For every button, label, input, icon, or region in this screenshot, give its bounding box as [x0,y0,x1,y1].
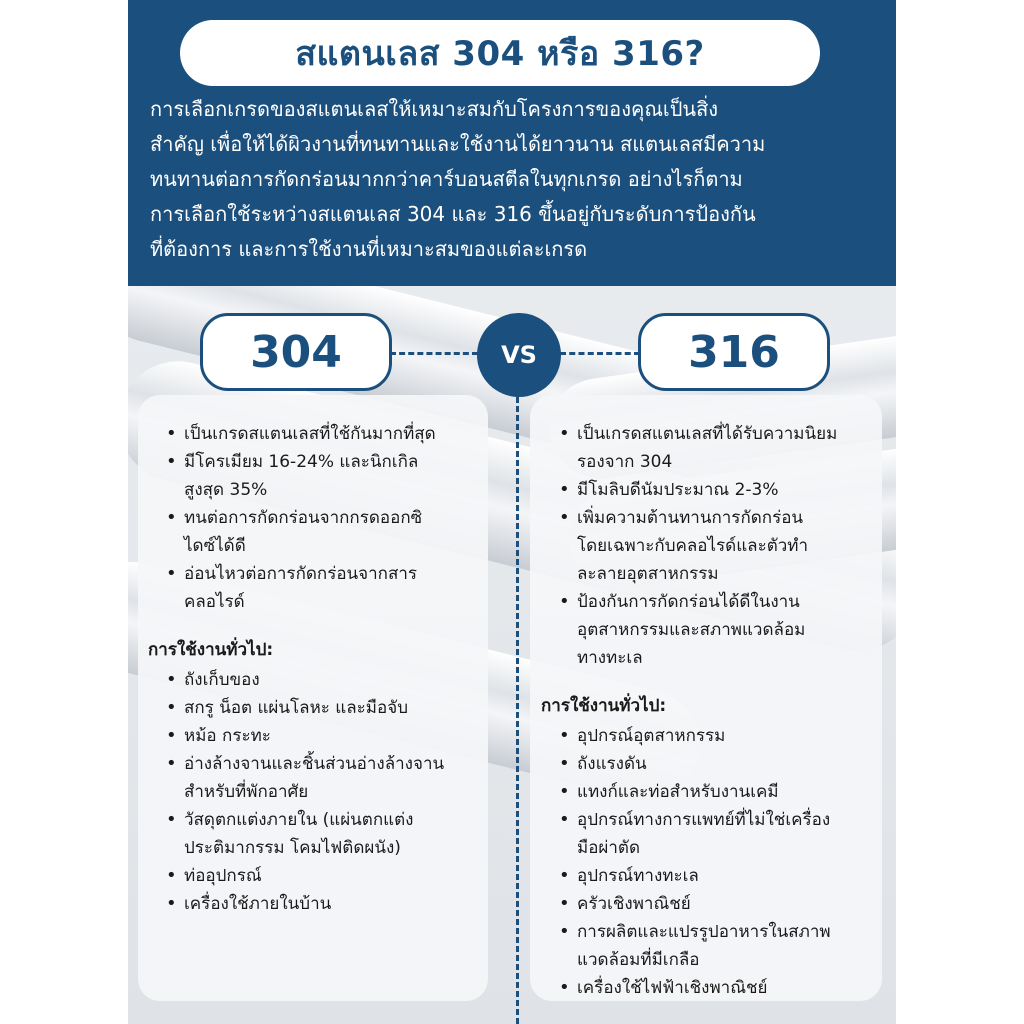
grade-316-label: 316 [688,326,780,378]
intro-line: ที่ต้องการ และการใช้งานที่เหมาะสมของแต่ละเกรด [150,237,588,261]
grade-304-pill [200,313,392,391]
title-pill [180,20,820,86]
connector-line-left [390,352,478,355]
list-item: • เครื่องใช้ภายในบ้าน [160,890,490,918]
right-uses-heading: การใช้งานทั่วไป: [541,696,667,716]
divider-line [516,397,519,1024]
left-features-list [160,420,490,616]
list-item: • หม้อ กระทะ [160,722,490,750]
intro-line: การเลือกใช้ระหว่างสแตนเลส 304 และ 316 ขึ้นอยู่กับระดับการป้องกัน [150,202,756,226]
list-item: • วัสดุตกแต่งภายใน (แผ่นตกแต่ง ประติมากรรม โคมไฟติดผนัง) [160,806,490,862]
left-uses-list [160,666,490,918]
list-item: • ครัวเชิงพาณิชย์ [553,890,883,918]
right-column [541,420,883,1002]
list-item: • ท่ออุปกรณ์ [160,862,490,890]
list-item: • อุปกรณ์ทางการแพทย์ที่ไม่ใช่เครื่อง มือผ่าตัด [553,806,883,862]
list-item: • สกรู น็อต แผ่นโลหะ และมือจับ [160,694,490,722]
left-column [148,420,490,918]
list-item: • มีโมลิบดีนัมประมาณ 2-3% [553,476,883,504]
list-item: • ถังแรงดัน [553,750,883,778]
list-item: • ทนต่อการกัดกร่อนจากกรดออกซิ ไดซ์ได้ดี [160,504,490,560]
list-item: • อ่อนไหวต่อการกัดกร่อนจากสาร คลอไรด์ [160,560,490,616]
list-item: • มีโครเมียม 16-24% และนิกเกิล สูงสุด 35% [160,448,490,504]
list-item: • อุปกรณ์ทางทะเล [553,862,883,890]
intro-paragraph [150,92,886,267]
connector-line-right [560,352,640,355]
intro-line: การเลือกเกรดของสแตนเลสให้เหมาะสมกับโครงการของคุณเป็นสิ่ง [150,97,719,121]
list-item: • การผลิตและแปรรูปอาหารในสภาพ แวดล้อมที่มีเกลือ [553,918,883,974]
vs-badge [477,313,561,397]
right-features-list [553,420,883,672]
list-item: • อ่างล้างจานและชิ้นส่วนอ่างล้างจาน สำหรับที่พักอาศัย [160,750,490,806]
list-item: • เป็นเกรดสแตนเลสที่ได้รับความนิยม รองจาก 304 [553,420,883,476]
list-item: • เป็นเกรดสแตนเลสที่ใช้กันมากที่สุด [160,420,490,448]
grade-316-pill [638,313,830,391]
list-item: • อุปกรณ์อุตสาหกรรม [553,722,883,750]
list-item: • ถังเก็บของ [160,666,490,694]
intro-line: ทนทานต่อการกัดกร่อนมากกว่าคาร์บอนสตีลในทุกเกรด อย่างไรก็ตาม [150,167,743,191]
list-item: • เครื่องใช้ไฟฟ้าเชิงพาณิชย์ [553,974,883,1002]
right-uses-list [553,722,883,1002]
grade-304-label: 304 [250,326,342,378]
list-item: • แทงก์และท่อสำหรับงานเคมี [553,778,883,806]
vs-label: VS [501,341,537,369]
left-uses-heading: การใช้งานทั่วไป: [148,640,274,660]
page-title: สแตนเลส 304 หรือ 316? [295,34,705,74]
list-item: • ป้องกันการกัดกร่อนได้ดีในงาน อุตสาหกรรมและสภาพแวดล้อม ทางทะเล [553,588,883,672]
list-item: • เพิ่มความต้านทานการกัดกร่อน โดยเฉพาะกับคลอไรด์และตัวทำ ละลายอุตสาหกรรม [553,504,883,588]
intro-line: สำคัญ เพื่อให้ได้ผิวงานที่ทนทานและใช้งานได้ยาวนาน สแตนเลสมีความ [150,132,766,156]
